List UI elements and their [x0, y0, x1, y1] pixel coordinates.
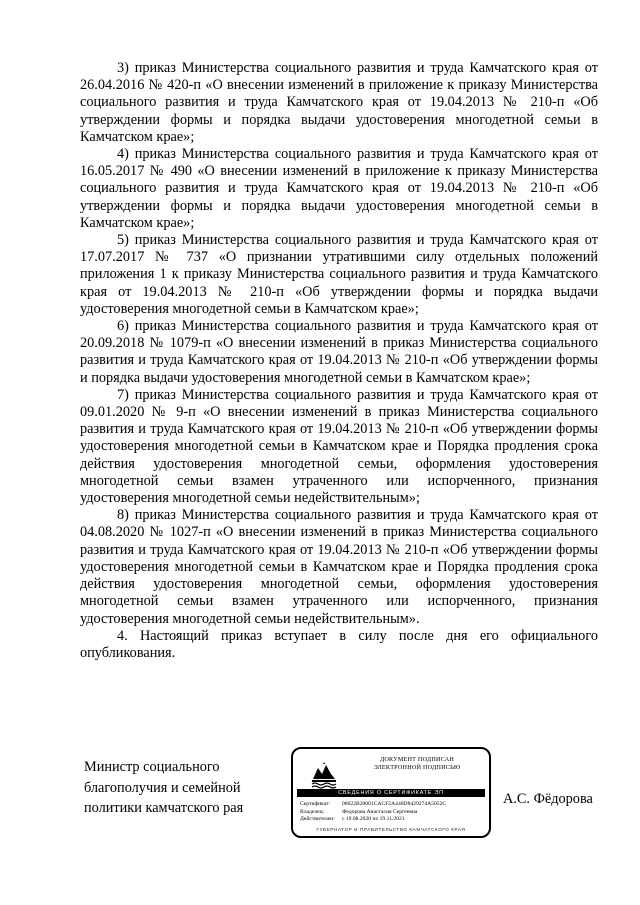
signatory-title-line: политики камчатского рая — [84, 800, 244, 816]
stamp-label: Сертификат: — [300, 801, 331, 807]
stamp-row-certificate — [300, 801, 488, 809]
signatory-name: А.С. Фёдорова — [503, 791, 593, 807]
paragraph-item-6: 6) приказ Министерства социального развития и труда Камчатского края от 20.09.2018 № 1079-п «О внесении изменений в приказ Министерства социального развития и труда Камчатского края от 19.04.2013 № 210-п «Об утверждении формы и порядка выдачи удостоверения многодетной семьи в Камчатском крае»; — [80, 318, 598, 386]
stamp-header-line: ЭЛЕКТРОННОЙ ПОДПИСЬЮ — [373, 764, 461, 771]
stamp-value: 08622B20001CACF2A440D8429274A5052C — [342, 801, 447, 807]
coat-of-arms-icon — [309, 759, 339, 789]
signatory-title — [84, 757, 274, 819]
document-body — [80, 60, 598, 662]
stamp-certificate-bar: СВЕДЕНИЯ О СЕРТИФИКАТЕ ЭП — [297, 789, 485, 797]
paragraph-item-3: 3) приказ Министерства социального развития и труда Камчатского края от 26.04.2016 № 420-п «О внесении изменений в приложение к приказу Министерства социального развития и труда Камчатского края от 19.04.2013 № 210-п «Об утверждении формы и порядка выдачи удостоверения многодетной семьи в Камчатском крае»; — [80, 60, 598, 145]
stamp-footer: ГУБЕРНАТОР И ПРАВИТЕЛЬСТВО КАМЧАТСКОГО КРАЯ — [316, 827, 466, 832]
stamp-row-validity — [300, 816, 488, 824]
stamp-value: с 19.08.2020 по 19.11.2021 — [342, 816, 405, 823]
stamp-header — [351, 756, 483, 772]
signatory-title-line: благополучия и семейной — [84, 779, 241, 796]
electronic-signature-stamp — [291, 747, 491, 838]
signatory-title-line: Министр социального — [84, 759, 220, 775]
paragraph-item-5: 5) приказ Министерства социального развития и труда Камчатского края от 17.07.2017 № 737 «О признании утратившими силу отдельных положений приложения 1 к приказу Министерства социального развития и труда Камчатского края от 19.04.2013 № 210-п «Об утверждении формы и порядка выдачи удостоверения многодетной семьи в Камчатском крае»; — [80, 232, 598, 317]
stamp-label: Владелец: — [300, 808, 325, 815]
paragraph-item-7: 7) приказ Министерства социального развития и труда Камчатского края от 09.01.2020 № 9-п «О внесении изменений в приказ Министерства социального развития и труда Камчатского края от 19.04.2013 № 210-п «Об утверждении формы удостоверения многодетной семьи в Камчатском крае и Порядка продления срока действия удостоверения многодетной семьи, оформления удостоверения многодетной семьи взамен утраченного или испорченного, признания удостоверения многодетной семьи недействительным»; — [80, 386, 598, 507]
stamp-value: Федорова Анастасия Сергеевна — [342, 808, 418, 815]
paragraph-item-8: 8) приказ Министерства социального развития и труда Камчатского края от 04.08.2020 № 1027-п «О внесении изменений в приказ Министерства социального развития и труда Камчатского края от 19.04.2013 № 210-п «Об утверждении формы удостоверения многодетной семьи в Камчатском крае и Порядка продления срока действия удостоверения многодетной семьи, оформления удостоверения многодетной семьи взамен утраченного или испорченного, признания удостоверения многодетной семьи недействительным». — [80, 507, 598, 627]
paragraph-item-4: 4) приказ Министерства социального развития и труда Камчатского края от 16.05.2017 № 490 «О внесении изменений в приложение к приказу Министерства социального развития и труда Камчатского края от 19.04.2013 № 210-п «Об утверждении формы и порядка выдачи удостоверения многодетной семьи в Камчатском крае»; — [80, 146, 598, 231]
stamp-header-line: ДОКУМЕНТ ПОДПИСАН — [379, 756, 455, 763]
stamp-label: Действителен: — [300, 816, 335, 823]
paragraph-effective-date: 4. Настоящий приказ вступает в силу после дня его официального опубликования. — [80, 627, 598, 661]
stamp-details — [300, 801, 488, 824]
